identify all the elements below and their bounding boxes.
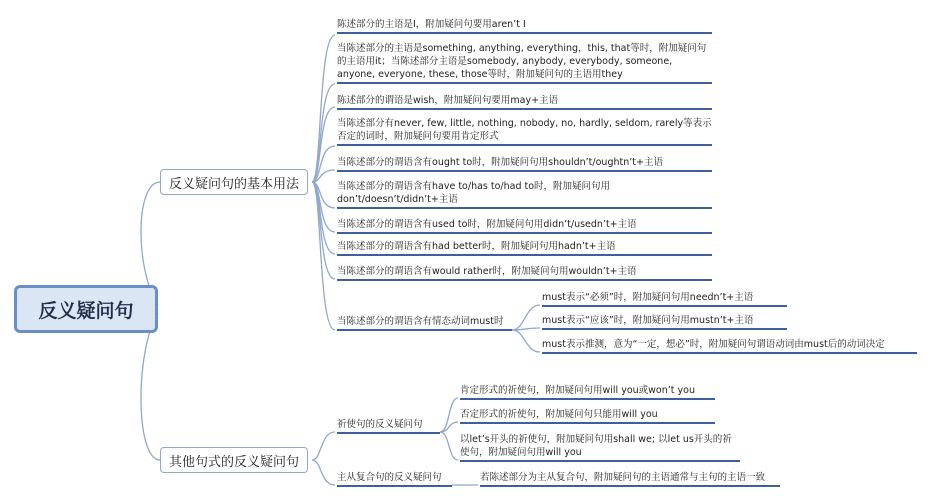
compound-tag: 主从复合句的反义疑问句 bbox=[337, 471, 452, 487]
rule-negative-words: 当陈述部分有never, few, little, nothing, nobody, no, hardly, seldom, rarely等表示否定的词时，附加疑问句要用肯定形式 bbox=[337, 117, 712, 146]
link-modal-3 bbox=[512, 330, 540, 352]
compound-rule: 若陈述部分为主从复合句，附加疑问句的主语通常与主句的主语一致 bbox=[480, 471, 780, 487]
must-obligation: must表示“应该”时，附加疑问句用mustn’t+主语 bbox=[542, 314, 787, 330]
rule-would-rather: 当陈述部分的谓语含有would rather时，附加疑问句用wouldn’t+主语 bbox=[337, 265, 712, 281]
rule-modal-must: 当陈述部分的谓语含有情态动词must时 bbox=[337, 315, 512, 331]
root-topic: 反义疑问句 bbox=[14, 285, 158, 333]
rule-used-to: 当陈述部分的谓语含有used to时，附加疑问句用didn’t/usedn’t+主语 bbox=[337, 218, 712, 234]
branch-basic-usage: 反义疑问句的基本用法 bbox=[160, 169, 308, 195]
link-b2-compound bbox=[312, 460, 335, 485]
must-inference: must表示推测，意为“一定，想必”时，附加疑问句谓语动词由must后的动词决定 bbox=[542, 338, 917, 354]
must-necessity: must表示“必须”时，附加疑问句用needn’t+主语 bbox=[542, 291, 787, 307]
rule-ought-to: 当陈述部分的谓语含有ought to时，附加疑问句用shouldn’t/oughtn’t+主语 bbox=[337, 156, 712, 172]
imperative-positive: 肯定形式的祈使句，附加疑问句用will you或won’t you bbox=[460, 384, 715, 400]
imperative-negative: 否定形式的祈使句，附加疑问句只能用will you bbox=[460, 408, 715, 424]
rule-subject-i: 陈述部分的主语是I，附加疑问句要用aren’t I bbox=[337, 18, 712, 34]
rule-have-to: 当陈述部分的谓语含有have to/has to/had to时，附加疑问句用don’t/doesn’t/didn’t+主语 bbox=[337, 180, 712, 209]
link-root-branch2 bbox=[141, 313, 160, 460]
link-modal-1 bbox=[512, 305, 540, 330]
rule-wish: 陈述部分的谓语是wish，附加疑问句要用may+主语 bbox=[337, 94, 712, 110]
link-imp-3 bbox=[440, 432, 458, 460]
rule-had-better: 当陈述部分的谓语含有had better时，附加疑问句用hadn’t+主语 bbox=[337, 240, 712, 256]
branch-other-forms: 其他句式的反义疑问句 bbox=[160, 447, 308, 473]
imperative-tag: 祈使句的反义疑问句 bbox=[337, 418, 440, 434]
link-b1-item2 bbox=[312, 84, 335, 182]
imperative-lets: 以let’s开头的祈使句，附加疑问句用shall we; 以let us开头的祈使句，附加疑问句用will you bbox=[460, 433, 740, 462]
rule-indefinite-subject: 当陈述部分的主语是something, anything, everything，this, that等时，附加疑问句的主语用it；当陈述部分主语是somebody, anybody, everybody, someone, anyone, everyone, these, those等时，附加疑问句的主语用they bbox=[337, 42, 712, 84]
link-b2-imperative bbox=[312, 432, 335, 460]
